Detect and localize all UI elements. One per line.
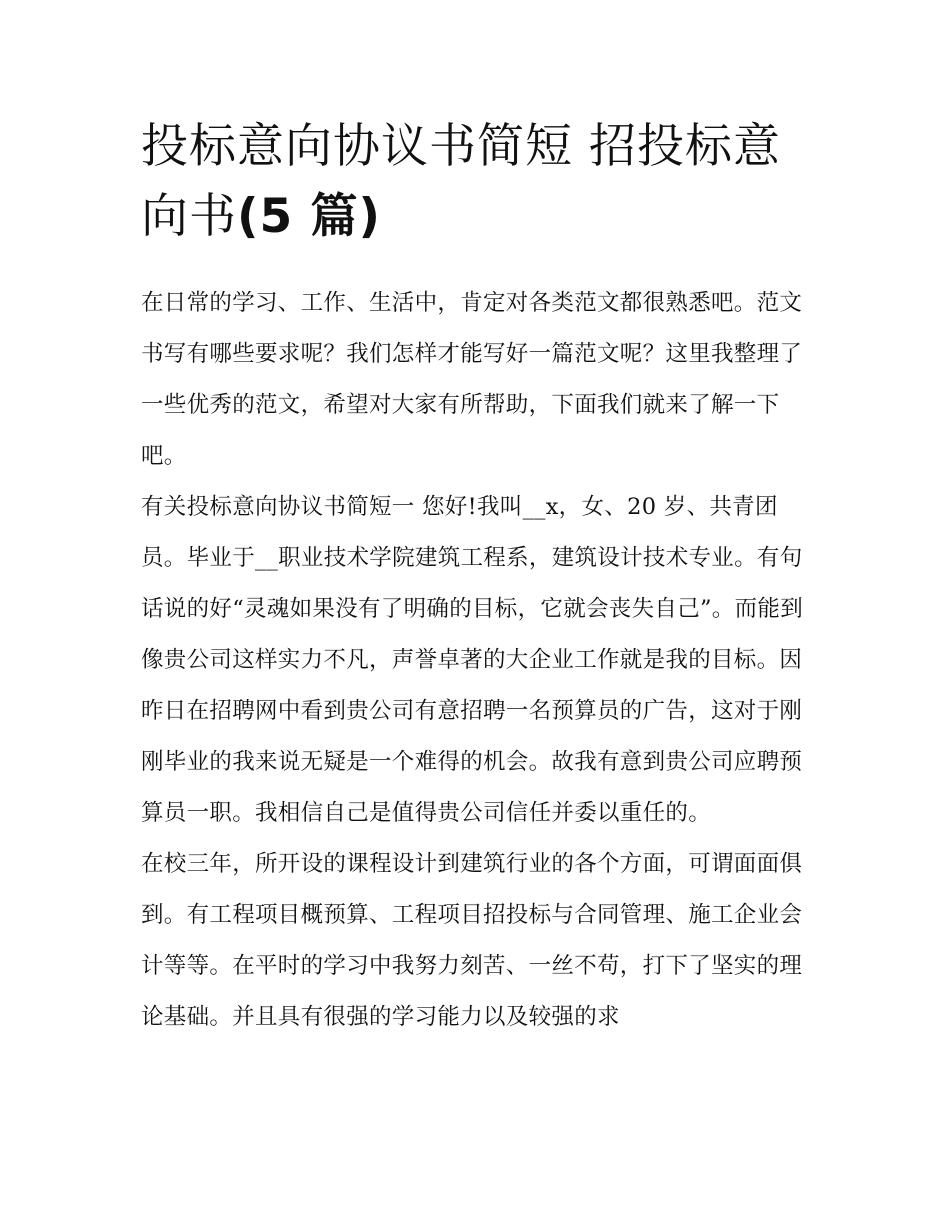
intro-paragraph: 在日常的学习、工作、生活中，肯定对各类范文都很熟悉吧。范文书写有哪些要求呢？我们怎样才能写好一篇范文呢？这里我整理了一些优秀的范文，希望对大家有所帮助，下面我们就来了解一下吧。 [141, 290, 803, 469]
body-paragraph-2: 在校三年，所开设的课程设计到建筑行业的各个方面，可谓面面俱到。有工程项目概预算、工程项目招投标与合同管理、施工企业会计等等。在平时的学习中我努力刻苦、一丝不苟，打下了坚实的理论基础。并且具有很强的学习能力以及较强的求 [141, 851, 803, 1030]
title-main-text: 投标意向协议书简短 招投标意向书 [141, 119, 781, 244]
title-count-text: (5 篇) [237, 189, 382, 244]
document-title [141, 112, 813, 252]
document-body [141, 112, 813, 1043]
body-paragraph-1: 有关投标意向协议书简短一 您好!我叫__x，女、20 岁、共青团员。毕业于__职业技术学院建筑工程系，建筑设计技术专业。有句话说的好“灵魂如果没有了明确的目标，它就会丧失自己”。而能到像贵公司这样实力不凡，声誉卓著的大企业工作就是我的目标。因昨日在招聘网中看到贵公司有意招聘一名预算员的广告，这对于刚刚毕业的我来说无疑是一个难得的机会。故我有意到贵公司应聘预算员一职。我相信自己是值得贵公司信任并委以重任的。 [141, 494, 804, 826]
